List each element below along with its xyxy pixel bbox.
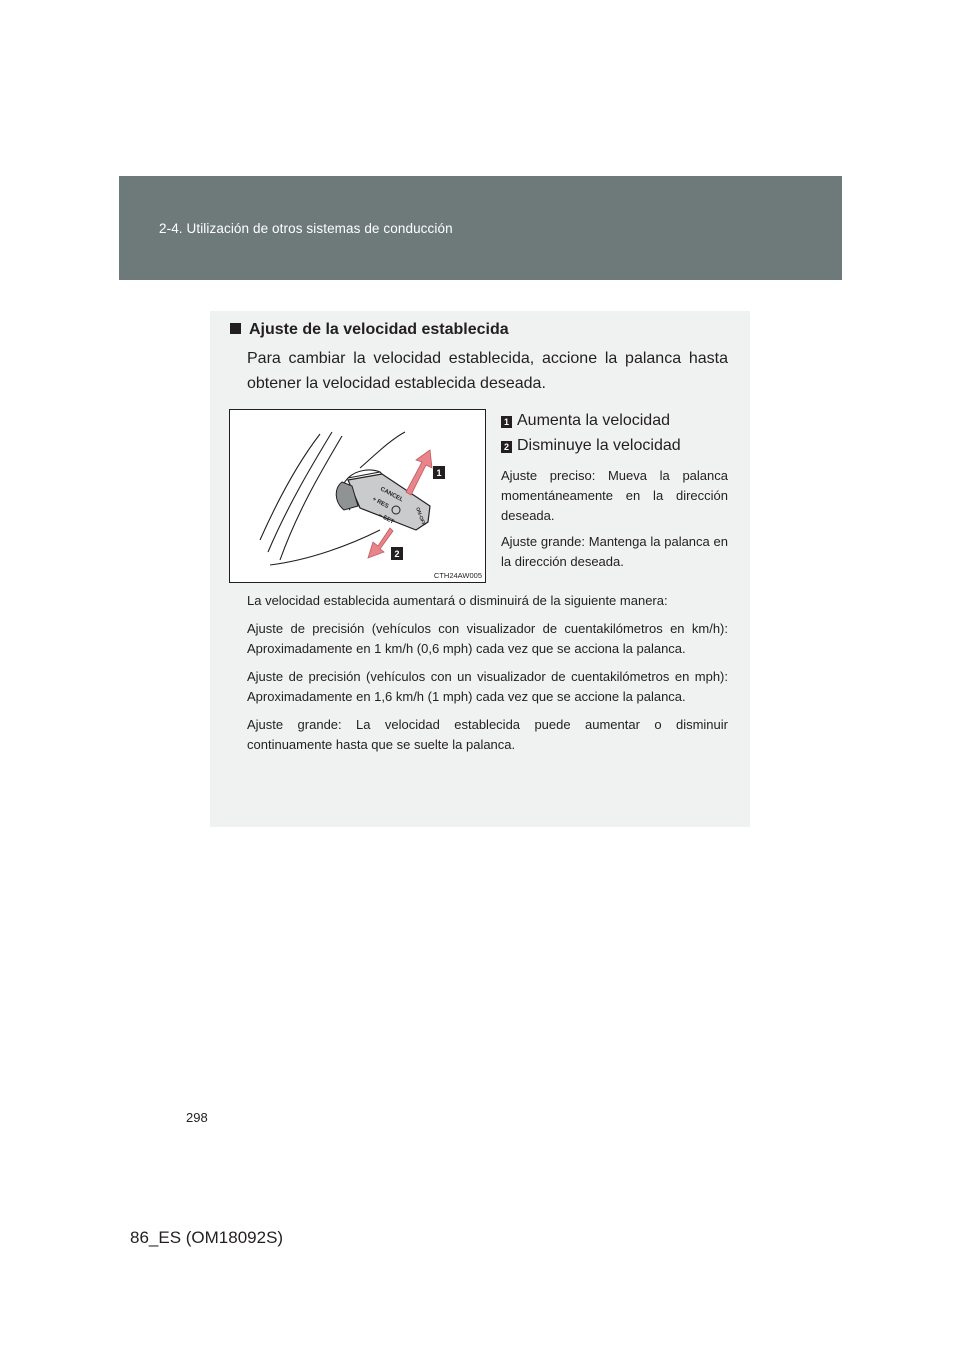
section-heading: [230, 321, 509, 339]
fine-adjust-note: Ajuste preciso: Mueva la palanca momentáneamente en la dirección deseada.: [501, 468, 728, 523]
lever-res-text: + RES: [371, 496, 390, 510]
figure-legend: [501, 409, 728, 572]
legend-item-decrease: [501, 434, 728, 458]
up-arrow-icon: [406, 450, 432, 495]
content-box: [210, 311, 750, 827]
legend-item-label: Aumenta la velocidad: [517, 412, 670, 429]
body-paragraphs: [247, 591, 728, 763]
lever-cancel-text: CANCEL: [379, 486, 404, 504]
number-1-badge-icon: 1: [501, 416, 512, 428]
figure-label-2: 2: [394, 549, 400, 559]
coarse-adjust-note: Ajuste grande: Mantenga la palanca en la dirección deseada.: [501, 534, 728, 569]
legend-item-label: Disminuye la velocidad: [517, 437, 681, 454]
page-number: 298: [186, 1110, 208, 1125]
body-paragraph: Ajuste de precisión (vehículos con un visualizador de cuentakilómetros en mph): Aproximadamente en 1,6 km/h (1 mph) cada vez que se accione la palanca.: [247, 669, 728, 704]
lever-onoff-text: ON-OFF: [414, 506, 427, 527]
legend-item-increase: [501, 409, 728, 433]
figure-label-1: 1: [436, 468, 442, 478]
chapter-section-title: 2-4. Utilización de otros sistemas de conducción: [159, 221, 453, 236]
down-arrow-icon: [368, 528, 393, 558]
lever-set-text: − SET: [377, 512, 395, 526]
chapter-header-bar: [119, 176, 842, 280]
body-paragraph: Ajuste grande: La velocidad establecida puede aumentar o disminuir continuamente hasta que se suelte la palanca.: [247, 717, 728, 752]
intro-paragraph: Para cambiar la velocidad establecida, accione la palanca hasta obtener la velocidad establecida deseada.: [247, 350, 728, 392]
square-bullet-icon: [230, 323, 241, 334]
number-2-badge-icon: 2: [501, 441, 512, 453]
figure-code: CTH24AW005: [433, 571, 482, 580]
lever-illustration: [229, 409, 486, 583]
body-paragraph: Ajuste de precisión (vehículos con visualizador de cuentakilómetros en km/h): Aproximadamente en 1 km/h (0,6 mph) cada vez que se acciona la palanca.: [247, 621, 728, 656]
body-paragraph: La velocidad establecida aumentará o disminuirá de la siguiente manera:: [247, 593, 668, 608]
cruise-lever-drawing: [230, 410, 485, 582]
footer-document-code: 86_ES (OM18092S): [130, 1228, 284, 1247]
section-heading-text: Ajuste de la velocidad establecida: [249, 321, 509, 338]
